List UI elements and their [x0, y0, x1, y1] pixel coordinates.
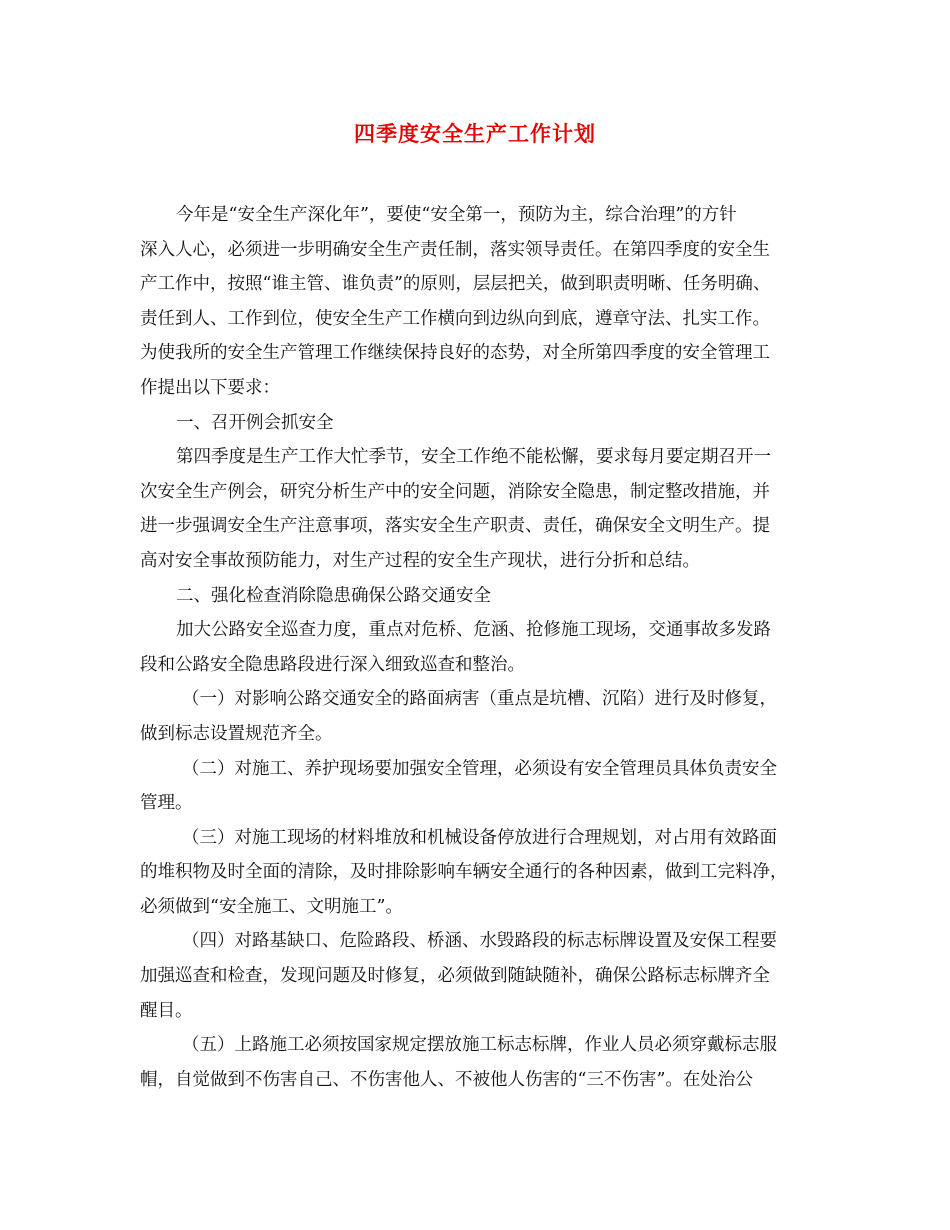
body-line: 为使我所的安全生产管理工作继续保持良好的态势，对全所第四季度的安全管理工 [140, 343, 770, 364]
body-line: 深入人心，必须进一步明确安全生产责任制，落实领导责任。在第四季度的安全生 [140, 239, 770, 260]
body-line: 醒目。 [140, 1000, 193, 1021]
body-line: 作提出以下要求： [140, 377, 280, 398]
body-line: 今年是“安全生产深化年”，要使“安全第一，预防为主，综合治理”的方针 [176, 205, 737, 225]
body-line: （三）对施工现场的材料堆放和机械设备停放进行合理规划，对占用有效路面 [182, 827, 777, 848]
body-line: 一、召开例会抓安全 [176, 412, 334, 433]
document-title: 四季度安全生产工作计划 [354, 121, 596, 146]
body-line: 必须做到“安全施工、文明施工”。 [140, 896, 403, 917]
body-line: 产工作中，按照“谁主管、谁负责”的原则，层层把关，做到职责明晰、任务明确、 [140, 274, 771, 295]
body-line: 高对安全事故预防能力，对生产过程的安全生产现状，进行分折和总结。 [140, 550, 700, 571]
body-line: （二）对施工、养护现场要加强安全管理，必须设有安全管理员具体负责安全 [182, 758, 777, 779]
body-line: 二、强化检查消除隐患确保公路交通安全 [176, 585, 491, 606]
body-line: （五）上路施工必须按国家规定摆放施工标志标牌，作业人员必须穿戴标志服 [182, 1035, 777, 1056]
body-line: 责任到人、工作到位，使安全生产工作横向到边纵向到底，遵章守法、扎实工作。 [140, 308, 770, 329]
body-line: 进一步强调安全生产注意事项，落实安全生产职责、责任，确保安全文明生产。提 [140, 516, 770, 537]
body-line: 加强巡查和检查，发现问题及时修复，必须做到随缺随补，确保公路标志标牌齐全 [140, 966, 770, 987]
body-line: 加大公路安全巡查力度，重点对危桥、危涵、抢修施工现场，交通事故多发路 [176, 620, 771, 641]
body-line: 管理。 [140, 793, 193, 814]
document-body [140, 198, 830, 1097]
body-line: 第四季度是生产工作大忙季节，安全工作绝不能松懈，要求每月要定期召开一 [176, 447, 771, 468]
body-line: 次安全生产例会，研究分析生产中的安全问题，消除安全隐患，制定整改措施，并 [140, 481, 770, 502]
body-line: 的堆积物及时全面的清除，及时排除影响车辆安全通行的各种因素，做到工完料净， [140, 862, 788, 883]
body-line: 帽，自觉做到不伤害自己、不伤害他人、不被他人伤害的“三不伤害”。在处治公 [140, 1069, 753, 1090]
body-line: （四）对路基缺口、危险路段、桥涵、水毁路段的标志标牌设置及安保工程要 [182, 931, 777, 952]
body-line: （一）对影响公路交通安全的路面病害（重点是坑槽、沉陷）进行及时修复， [182, 689, 777, 710]
body-line: 段和公路安全隐患路段进行深入细致巡查和整治。 [140, 654, 525, 675]
body-line: 做到标志设置规范齐全。 [140, 723, 333, 744]
